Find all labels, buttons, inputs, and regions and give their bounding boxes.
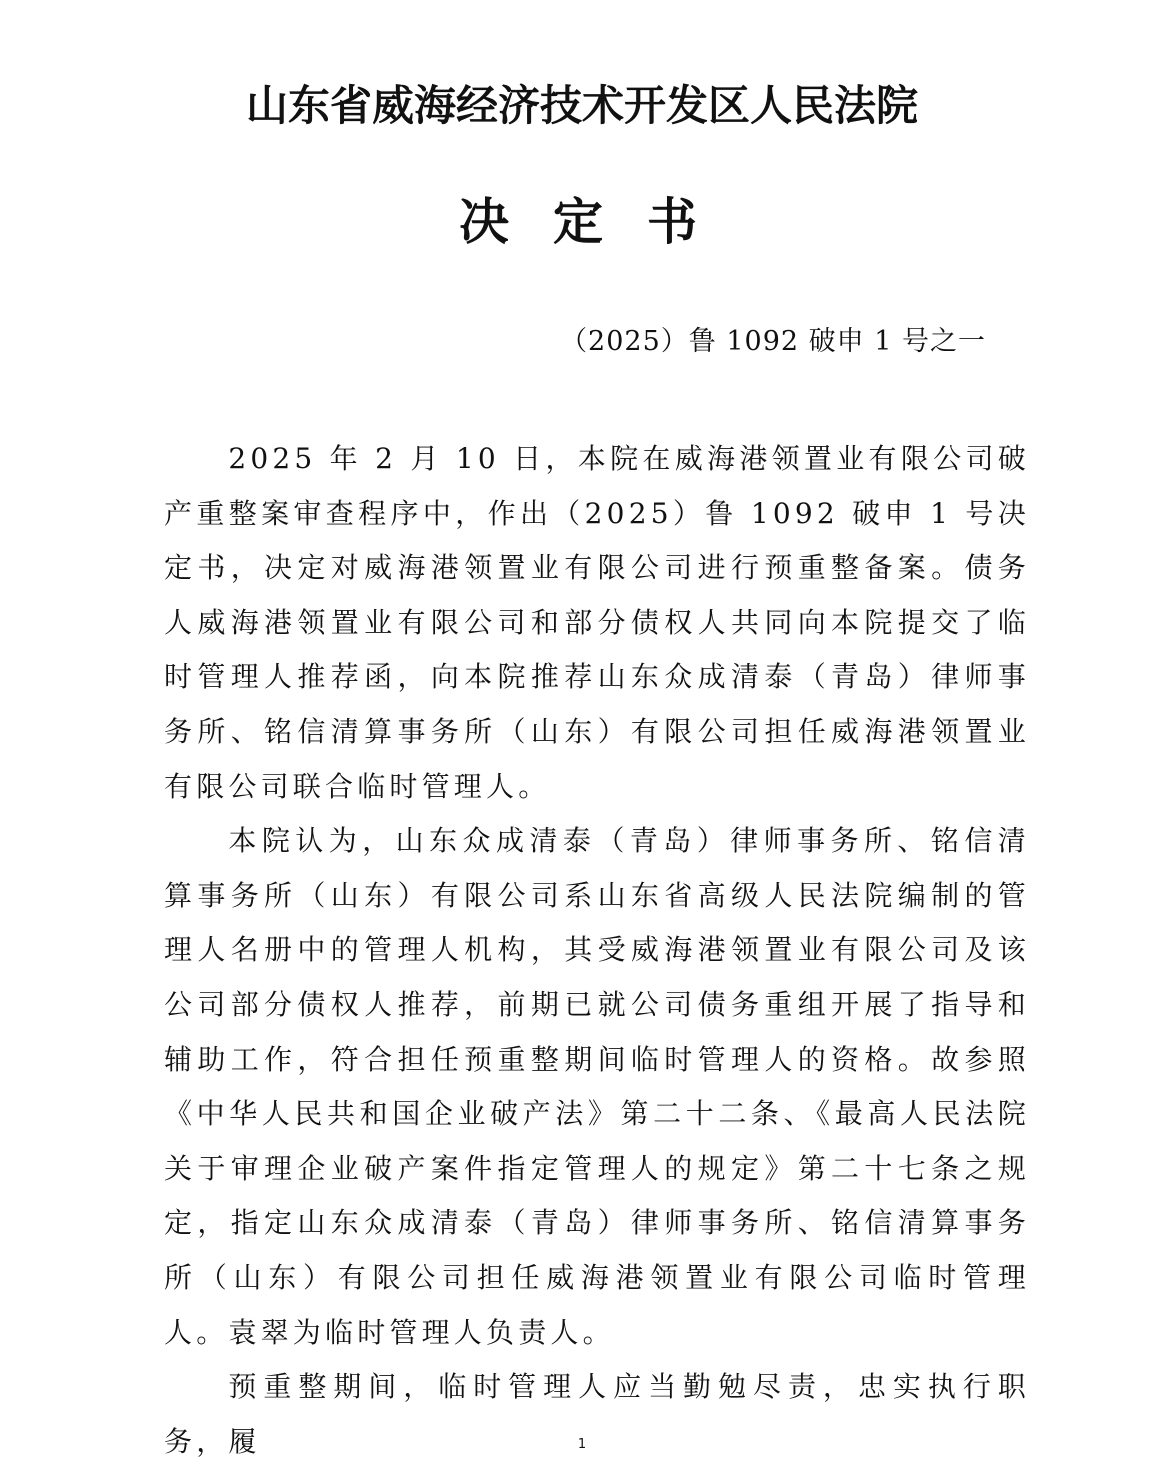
paragraph-duties: 预重整期间，临时管理人应当勤勉尽责，忠实执行职务，履 bbox=[164, 1370, 1030, 1458]
case-number: （2025）鲁 1092 破申 1 号之一 bbox=[560, 326, 986, 357]
paragraph-court-opinion: 本院认为，山东众成清泰（青岛）律师事务所、铭信清算事务所（山东）有限公司系山东省高级人民法院编制的管理人名册中的管理人机构，其受威海港领置业有限公司及该公司部分债权人推荐，前期已就公司债务重组开展了指导和辅助工作，符合担任预重整期间临时管理人的资格。故参照《中华人民共和国企业破产法》第二十二条、《最高人民法院关于审理企业破产案件指定管理人的规定》第二十七条之规定，指定山东众成清泰（青岛）律师事务所、铭信清算事务所（山东）有限公司担任威海港领置业有限公司临时管理人。袁翠为临时管理人负责人。 bbox=[164, 824, 1030, 1349]
paragraph-background: 2025 年 2 月 10 日，本院在威海港领置业有限公司破产重整案审查程序中，作出（2025）鲁 1092 破申 1 号决定书，决定对威海港领置业有限公司进行预重整备案。债务人威海港领置业有限公司和部分债权人共同向本院提交了临时管理人推荐函，向本院推荐山东众成清泰（青岛）律师事务所、铭信清算事务所（山东）有限公司担任威海港领置业有限公司联合临时管理人。 bbox=[164, 442, 1030, 803]
document-title: 决定书 bbox=[459, 192, 741, 251]
page-number: 1 bbox=[577, 1437, 587, 1452]
document-body bbox=[164, 432, 1030, 1469]
court-name-heading: 山东省威海经济技术开发区人民法院 bbox=[245, 81, 918, 130]
